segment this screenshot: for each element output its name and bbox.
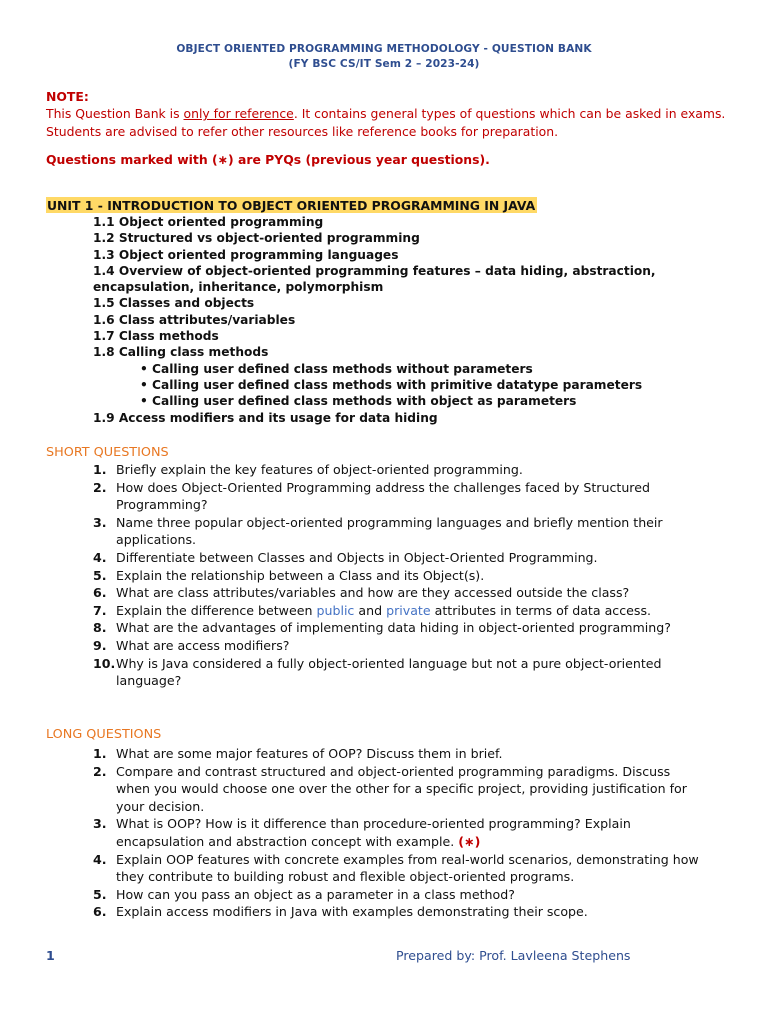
- topic-item: 1.4 Overview of object-oriented programming features – data hiding, abstraction, encapsulation, inheritance, polymorphism: [93, 263, 656, 295]
- topic-item: 1.7 Class methods: [93, 329, 219, 344]
- list-item: [93, 584, 708, 602]
- subtopic-item: • Calling user defined class methods with primitive datatype parameters: [140, 377, 643, 392]
- list-item: [93, 886, 708, 904]
- note-text-line1: [46, 106, 725, 121]
- question-text: How does Object-Oriented Programming address the challenges faced by Structured Programming?: [116, 479, 650, 513]
- question-number: 2.: [93, 763, 107, 779]
- question-text: Explain the relationship between a Class and its Object(s).: [116, 567, 485, 583]
- subtopic-item: • Calling user defined class methods with object as parameters: [140, 394, 577, 409]
- list-item: [93, 815, 708, 850]
- keyword-private: private: [386, 602, 431, 618]
- short-questions-list: [93, 461, 708, 690]
- list-item: [93, 903, 708, 921]
- document-subtitle: (FY BSC CS/IT Sem 2 – 2023-24): [288, 58, 480, 70]
- topic-item: 1.2 Structured vs object-oriented programming: [93, 231, 420, 246]
- page-number: 1: [46, 948, 55, 963]
- question-text: Name three popular object-oriented programming languages and briefly mention their applications.: [116, 514, 663, 548]
- list-item: [93, 619, 708, 637]
- question-number: 3.: [93, 816, 107, 832]
- pyq-note: [46, 152, 490, 167]
- topic-item: 1.5 Classes and objects: [93, 296, 255, 311]
- pyq-star-icon: ∗: [217, 152, 229, 167]
- question-number: 4.: [93, 851, 107, 867]
- pyq-mark-icon: (∗): [458, 833, 481, 849]
- question-text: Explain OOP features with concrete examples from real-world scenarios, demonstrating how they contribute to building robust and flexible object-oriented programs.: [116, 851, 699, 885]
- note-label: NOTE:: [46, 89, 89, 104]
- question-number: 1.: [93, 462, 107, 477]
- topic-item: 1.1 Object oriented programming: [93, 215, 324, 229]
- list-item: [93, 637, 708, 655]
- long-questions-heading: LONG QUESTIONS: [46, 727, 162, 742]
- question-number: 2.: [93, 479, 107, 495]
- question-number: 5.: [93, 886, 107, 902]
- question-text: What are access modifiers?: [116, 637, 290, 653]
- topic-item: 1.3 Object oriented programming languages: [93, 247, 399, 262]
- short-questions-heading: SHORT QUESTIONS: [46, 445, 169, 460]
- topic-item: 1.9 Access modifiers and its usage for data hiding: [93, 410, 438, 425]
- note-text-underlined: only for reference: [183, 106, 294, 121]
- prepared-by: Prepared by: Prof. Lavleena Stephens: [396, 948, 631, 963]
- question-text-b: attributes in terms of data access.: [430, 602, 652, 618]
- question-text: Briefly explain the key features of object-oriented programming.: [116, 462, 523, 477]
- question-text: What are class attributes/variables and how are they accessed outside the class?: [116, 585, 630, 601]
- list-item: [93, 745, 708, 763]
- note-text-a: This Question Bank is: [46, 106, 184, 121]
- question-text: Differentiate between Classes and Objects in Object-Oriented Programming.: [116, 549, 598, 565]
- long-questions-list: [93, 745, 708, 921]
- question-number: 4.: [93, 549, 107, 565]
- question-number: 9.: [93, 637, 107, 653]
- pyq-note-b: ) are PYQs (previous year questions).: [228, 152, 490, 167]
- document-title: OBJECT ORIENTED PROGRAMMING METHODOLOGY - QUESTION BANK: [176, 43, 592, 55]
- list-item: [93, 851, 708, 886]
- question-number: 10.: [93, 655, 116, 671]
- question-text: What is OOP? How is it difference than procedure-oriented programming? Explain encapsulation and abstraction concept with example.: [116, 816, 631, 849]
- unit-heading: UNIT 1 - INTRODUCTION TO OBJECT ORIENTED PROGRAMMING IN JAVA: [47, 198, 536, 213]
- list-item: [93, 567, 708, 585]
- question-text: Explain access modifiers in Java with examples demonstrating their scope.: [116, 904, 588, 920]
- list-item: [93, 514, 708, 549]
- list-item: [93, 763, 708, 816]
- question-text-a: Explain the difference between: [116, 602, 317, 618]
- question-number: 5.: [93, 567, 107, 583]
- question-number: 6.: [93, 585, 107, 601]
- list-item: [93, 461, 708, 479]
- list-item: [93, 655, 708, 690]
- list-item: [93, 479, 708, 514]
- topic-item: 1.6 Class attributes/variables: [93, 312, 296, 327]
- question-text: What are the advantages of implementing data hiding in object-oriented programming?: [116, 620, 671, 636]
- note-text-line2: Students are advised to refer other resources like reference books for preparation.: [46, 124, 559, 139]
- list-item: [93, 602, 708, 620]
- question-number: 3.: [93, 514, 107, 530]
- question-number: 8.: [93, 620, 107, 636]
- note-text-b: . It contains general types of questions which can be asked in exams.: [293, 106, 726, 121]
- topic-item: 1.8 Calling class methods: [93, 345, 269, 360]
- question-text: Why is Java considered a fully object-oriented language but not a pure object-oriented language?: [116, 655, 662, 689]
- question-number: 7.: [93, 602, 107, 618]
- question-number: 1.: [93, 746, 107, 761]
- keyword-public: public: [316, 602, 355, 618]
- topic-list: [93, 214, 693, 426]
- question-text: How can you pass an object as a parameter in a class method?: [116, 886, 515, 902]
- subtopic-item: • Calling user defined class methods without parameters: [140, 361, 533, 376]
- pyq-note-a: Questions marked with (: [46, 152, 218, 167]
- list-item: [93, 549, 708, 567]
- question-number: 6.: [93, 904, 107, 920]
- question-text: Compare and contrast structured and object-oriented programming paradigms. Discuss when you would choose one over the other for a specific project, providing justification for your decision.: [116, 763, 687, 814]
- question-text: What are some major features of OOP? Discuss them in brief.: [116, 746, 503, 761]
- question-text-and: and: [354, 602, 387, 618]
